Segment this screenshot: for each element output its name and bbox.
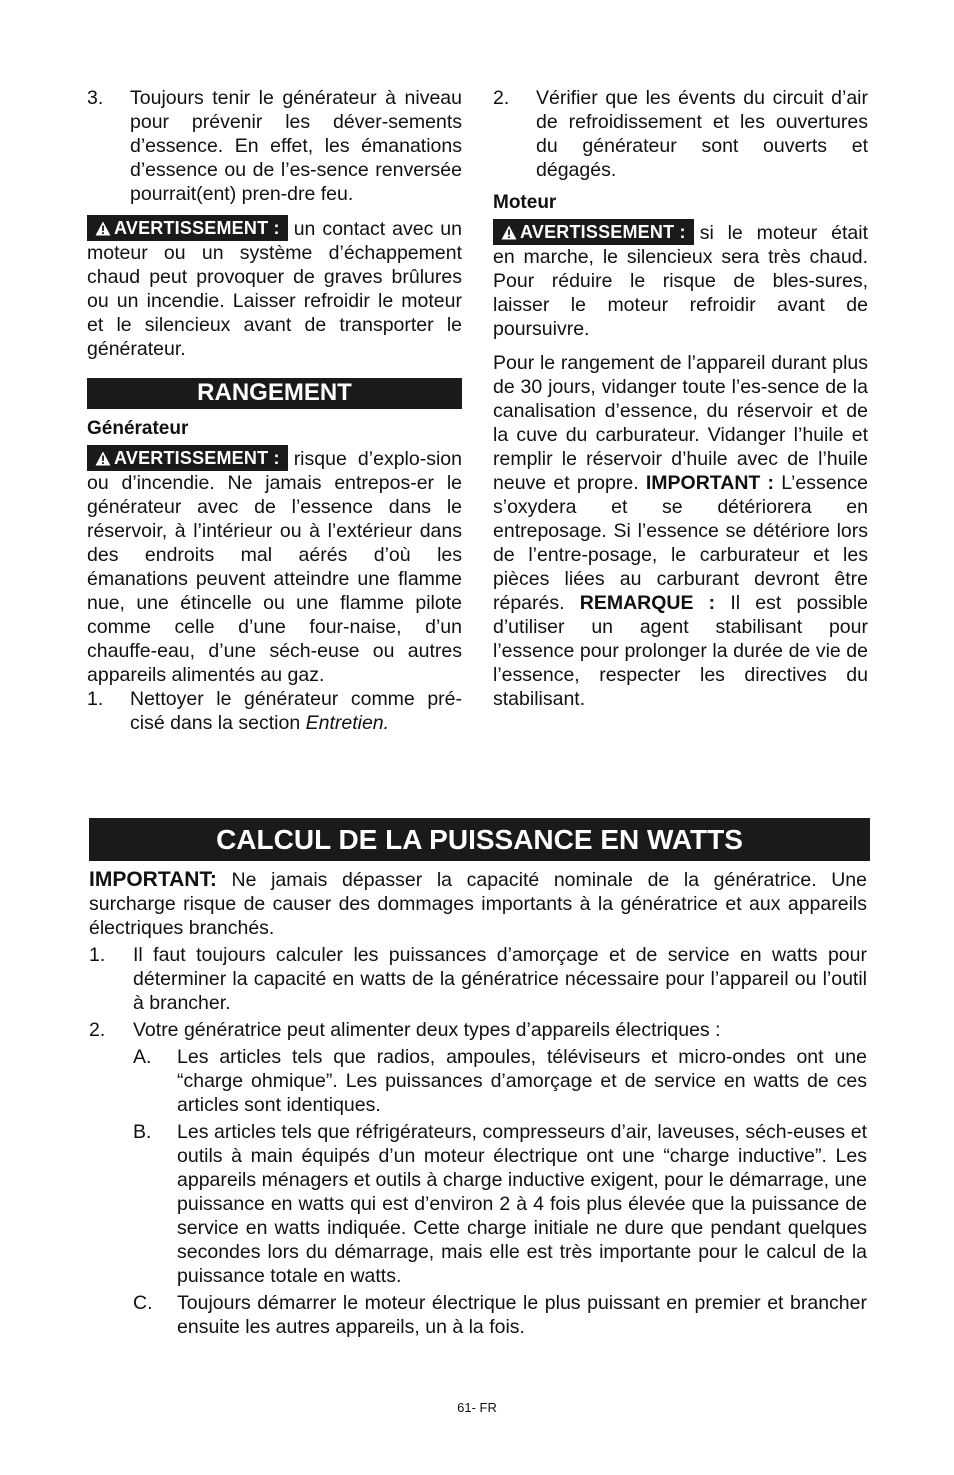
watts-section xyxy=(89,868,867,1339)
watts-subitem-a: A. Les articles tels que radios, ampoules, téléviseurs et micro-ondes ont une “charge ohmique”. Les puissances d’amorçage et de service en watts de ces articles sont identiques. xyxy=(133,1046,867,1116)
warning-triangle-icon xyxy=(95,221,111,236)
step-number: 1. xyxy=(87,688,104,710)
warning-text: un contact avec un moteur ou un système d’échappement chaud peut provoquer de graves brûlures ou un incendie. Laisser refroidir le moteur et le silencieux avant de transporter le générateur. xyxy=(87,218,462,360)
section-reference: Entretien. xyxy=(305,712,390,734)
warning-badge xyxy=(87,445,288,471)
watts-item-2: 2. Votre génératrice peut alimenter deux types d’appareils électriques : xyxy=(89,1019,721,1041)
storage-step-1 xyxy=(87,687,462,735)
watts-item-1: 1. Il faut toujours calculer les puissances d’amorçage et de service en watts pour déterminer la capacité en watts de la génératrice nécessaire pour l’appareil ou l’outil à brancher. xyxy=(89,944,867,1014)
storage-step-3 xyxy=(87,86,462,206)
warning-label: AVERTISSEMENT : xyxy=(520,222,686,242)
right-column xyxy=(493,86,868,711)
remarque-label: REMARQUE : xyxy=(579,592,716,614)
step-number: 3. xyxy=(87,87,104,109)
warning-badge xyxy=(87,215,288,241)
step-text: Toujours tenir le générateur à niveau pour prévenir les déver-sements d’essence. En effet, les émanations d’essence ou de l’es-sence renversée pourrait(ent) pren-dre feu. xyxy=(130,87,462,205)
subheading-generateur: Générateur xyxy=(87,418,189,439)
watts-subitem-c: C. Toujours démarrer le moteur électrique le plus puissant en premier et brancher ensuite les autres appareils, un à la fois. xyxy=(133,1292,867,1338)
warning-badge xyxy=(493,219,694,245)
section-title-rangement: RANGEMENT xyxy=(87,378,462,409)
page-number: 61- FR xyxy=(457,1400,497,1415)
section-title-watts: CALCUL DE LA PUISSANCE EN WATTS xyxy=(89,818,870,861)
left-column xyxy=(87,86,462,735)
warning-triangle-icon xyxy=(501,225,517,240)
warning-explosion xyxy=(87,445,462,687)
warning-text: si le moteur était en marche, le silencieux sera très chaud. Pour réduire le risque de bles-sures, laisser le moteur refroidir avant de poursuivre. xyxy=(493,222,868,340)
warning-triangle-icon xyxy=(95,451,111,466)
warning-hot-muffler xyxy=(493,219,868,341)
important-label: IMPORTANT : xyxy=(645,472,775,494)
step-number: 2. xyxy=(493,87,510,109)
warning-text: risque d’explo-sion ou d’incendie. Ne jamais entrepos-er le générateur avec de l’essence dans le réservoir, à l’intérieur ou à l’extérieur dans des endroits mal aérés d’où les émanations peuvent atteindre une flamme nue, une étincelle ou une flamme pilote comme celle d’une four-naise, d’un chauffe-eau, d’une séch-euse ou autres appareils alimentés au gaz. xyxy=(87,448,462,686)
watts-important: IMPORTANT: Ne jamais dépasser la capacité nominale de la génératrice. Une surcharge risque de causer des dommages importants à la génératrice et aux appareils électriques branchés. xyxy=(89,868,867,939)
warning-label: AVERTISSEMENT : xyxy=(114,448,280,468)
storage-step-2 xyxy=(493,86,868,182)
step-text: Nettoyer le générateur comme pré-cisé dans la section Entretien. xyxy=(130,688,462,734)
storage-paragraph: Pour le rangement de l’appareil durant plus de 30 jours, vidanger toute l’es-sence de la canalisation d’essence, du réservoir et de la cuve du carburateur. Vidanger l’huile et remplir le réservoir d’huile avec de l’huile neuve et propre. IMPORTANT : L’essence s’oxydera et se détériorera en entreposage. Si l’essence se détériore lors de l’entre-posage, le carburateur et les pièces liées au carburant devront être réparés. REMARQUE : Il est possible d’utiliser un agent stabilisant pour l’essence pour prolonger la durée de vie de l’essence, respecter les directives du stabilisant. xyxy=(493,352,869,710)
watts-subitem-b: B. Les articles tels que réfrigérateurs, compresseurs d’air, laveuses, séch-euses et outils à main équipés d’un moteur électrique ont une “charge inductive”. Les appareils ménagers et outils à charge inductive exigent, pour le démarrage, une puissance en watts qui est d’environ 2 à 4 fois plus élevée que la puissance de service en watts indiquée. Cette charge initiale ne dure que pendant quelques secondes lors du démarrage, mais elle est très importante pour le calcul de la puissance totale en watts. xyxy=(133,1121,867,1287)
warning-label: AVERTISSEMENT : xyxy=(114,218,280,238)
warning-hot-engine xyxy=(87,215,462,361)
step-text: Vérifier que les évents du circuit d’air de refroidissement et les ouvertures du générateur sont ouverts et dégagés. xyxy=(536,87,868,181)
subheading-moteur: Moteur xyxy=(493,192,557,213)
important-label: IMPORTANT: xyxy=(89,868,217,891)
